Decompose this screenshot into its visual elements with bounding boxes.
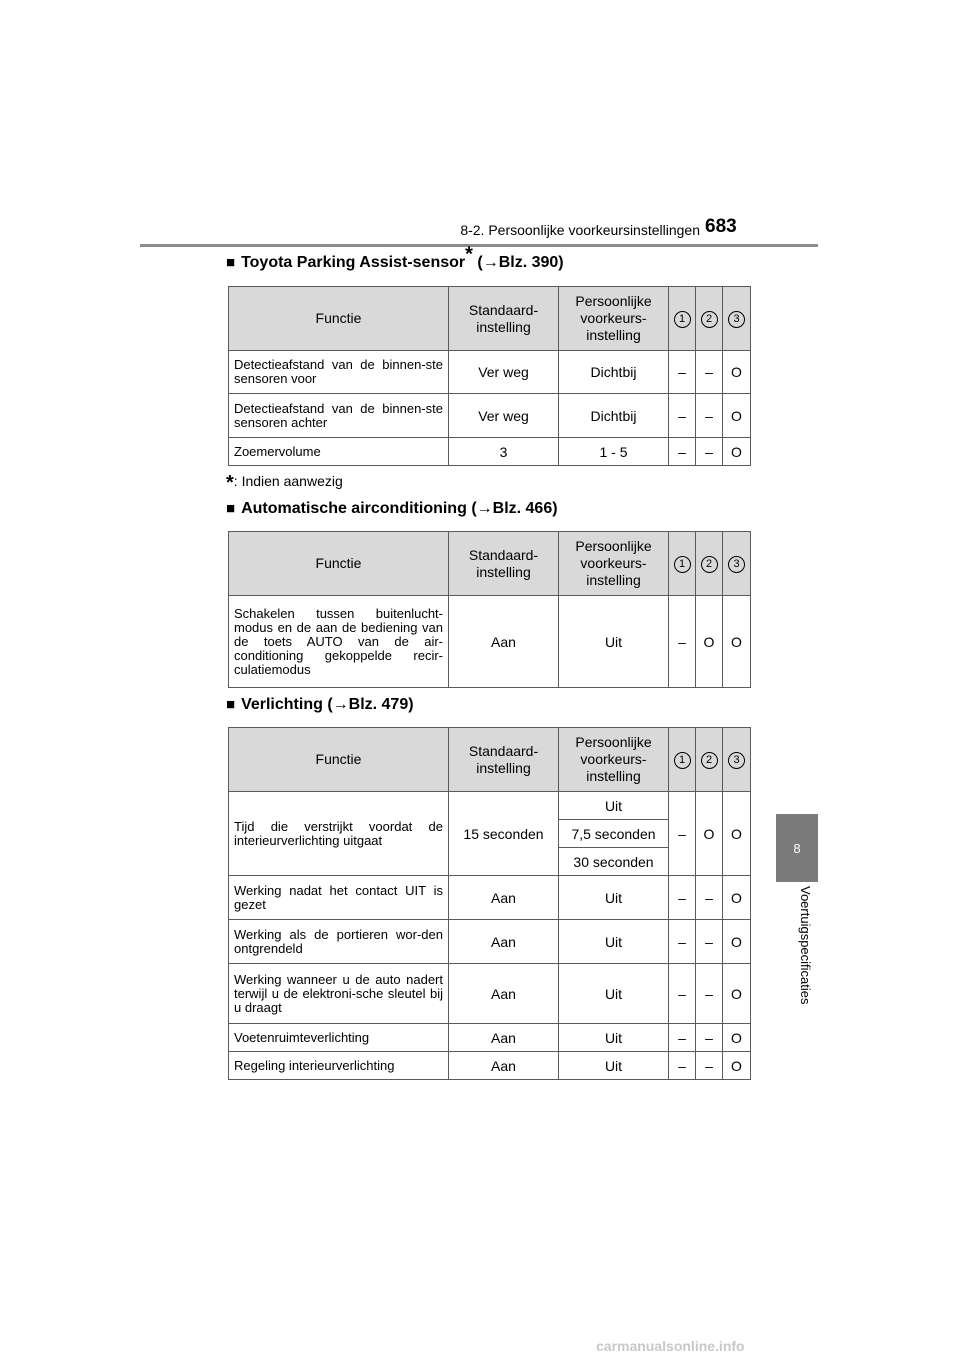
table-parking-assist bbox=[228, 286, 751, 466]
cell-std: Aan bbox=[449, 1052, 559, 1080]
cell-pers: Uit bbox=[559, 596, 669, 688]
cell-std: Aan bbox=[449, 596, 559, 688]
circled-2-icon: 2 bbox=[701, 752, 718, 769]
cell-c2: – bbox=[696, 920, 723, 964]
cell-c3: O bbox=[723, 351, 751, 394]
col-2 bbox=[696, 728, 723, 792]
cell-c2: – bbox=[696, 351, 723, 394]
table-row bbox=[229, 920, 751, 964]
cell-pers: Uit bbox=[559, 920, 669, 964]
circled-3-icon: 3 bbox=[728, 311, 745, 328]
cell-std: Aan bbox=[449, 876, 559, 920]
footnote bbox=[226, 472, 343, 495]
square-bullet-icon: ■ bbox=[226, 254, 236, 271]
cell-c3: O bbox=[723, 964, 751, 1024]
cell-c2: – bbox=[696, 1024, 723, 1052]
cell-pers: 1 - 5 bbox=[559, 438, 669, 466]
col-1 bbox=[669, 287, 696, 351]
cell-pers: Uit bbox=[559, 1052, 669, 1080]
col-3 bbox=[723, 532, 751, 596]
cell-std: Aan bbox=[449, 920, 559, 964]
cell-pers: Uit bbox=[559, 876, 669, 920]
col-1 bbox=[669, 728, 696, 792]
circled-1-icon: 1 bbox=[674, 752, 691, 769]
section-ref: (→Blz. 390) bbox=[477, 254, 564, 271]
header-divider bbox=[140, 244, 818, 247]
section-title: Automatische airconditioning bbox=[241, 500, 467, 517]
table-row bbox=[229, 596, 751, 688]
asterisk-marker: * bbox=[226, 472, 234, 494]
circled-3-icon: 3 bbox=[728, 752, 745, 769]
cell-c1: – bbox=[669, 920, 696, 964]
cell-c1: – bbox=[669, 1052, 696, 1080]
cell-c2: – bbox=[696, 438, 723, 466]
chapter-tab bbox=[776, 814, 818, 882]
section-title: Toyota Parking Assist-sensor bbox=[241, 254, 466, 271]
table-row bbox=[229, 964, 751, 1024]
cell-pers: Dichtbij bbox=[559, 351, 669, 394]
col-functie: Functie bbox=[229, 728, 449, 792]
col-persoonlijk: Persoonlijke voorkeurs-instelling bbox=[559, 287, 669, 351]
section-heading-parking-assist bbox=[226, 243, 564, 272]
chapter-label: Voertuigspecificaties bbox=[798, 886, 813, 1005]
circled-1-icon: 1 bbox=[674, 311, 691, 328]
cell-func: Werking nadat het contact UIT is gezet bbox=[229, 876, 449, 920]
col-1 bbox=[669, 532, 696, 596]
square-bullet-icon: ■ bbox=[226, 696, 236, 713]
table-header-row bbox=[229, 287, 751, 351]
cell-pers-option: 30 seconden bbox=[559, 848, 669, 876]
cell-pers: Uit bbox=[559, 964, 669, 1024]
col-2 bbox=[696, 287, 723, 351]
table-row bbox=[229, 792, 751, 820]
col-functie: Functie bbox=[229, 532, 449, 596]
section-heading-airco bbox=[226, 500, 558, 518]
cell-std: 15 seconden bbox=[449, 792, 559, 876]
section-ref: (→Blz. 466) bbox=[471, 500, 558, 517]
running-header: 8-2. Persoonlijke voorkeursinstellingen bbox=[460, 222, 700, 238]
col-standaard: Standaard-instelling bbox=[449, 532, 559, 596]
table-verlichting bbox=[228, 727, 751, 1080]
cell-c2: – bbox=[696, 1052, 723, 1080]
cell-func: Voetenruimteverlichting bbox=[229, 1024, 449, 1052]
table-row bbox=[229, 394, 751, 438]
cell-func: Detectieafstand van de binnen-ste sensoren voor bbox=[229, 351, 449, 394]
cell-pers: Uit bbox=[559, 1024, 669, 1052]
cell-c3: O bbox=[723, 920, 751, 964]
col-3 bbox=[723, 728, 751, 792]
cell-func: Tijd die verstrijkt voordat de interieurverlichting uitgaat bbox=[229, 792, 449, 876]
cell-std: Ver weg bbox=[449, 351, 559, 394]
circled-2-icon: 2 bbox=[701, 556, 718, 573]
cell-pers-option: Uit bbox=[559, 792, 669, 820]
cell-c3: O bbox=[723, 438, 751, 466]
col-functie: Functie bbox=[229, 287, 449, 351]
table-header-row bbox=[229, 532, 751, 596]
cell-c3: O bbox=[723, 596, 751, 688]
cell-c2: – bbox=[696, 394, 723, 438]
cell-func: Werking als de portieren wor-den ontgrendeld bbox=[229, 920, 449, 964]
cell-c2: O bbox=[696, 596, 723, 688]
col-2 bbox=[696, 532, 723, 596]
watermark: carmanualsonline.info bbox=[596, 1338, 745, 1354]
cell-std: Aan bbox=[449, 964, 559, 1024]
col-3 bbox=[723, 287, 751, 351]
circled-3-icon: 3 bbox=[728, 556, 745, 573]
cell-std: Ver weg bbox=[449, 394, 559, 438]
asterisk-marker: * bbox=[465, 243, 473, 266]
col-standaard: Standaard-instelling bbox=[449, 728, 559, 792]
cell-pers-option: 7,5 seconden bbox=[559, 820, 669, 848]
circled-1-icon: 1 bbox=[674, 556, 691, 573]
section-title: Verlichting bbox=[241, 696, 323, 713]
section-heading-verlichting bbox=[226, 696, 414, 714]
cell-std: 3 bbox=[449, 438, 559, 466]
table-row bbox=[229, 438, 751, 466]
table-airco bbox=[228, 531, 751, 688]
cell-c1: – bbox=[669, 394, 696, 438]
table-header-row bbox=[229, 728, 751, 792]
page-number: 683 bbox=[705, 216, 737, 237]
cell-func: Detectieafstand van de binnen-ste sensoren achter bbox=[229, 394, 449, 438]
cell-c2: – bbox=[696, 964, 723, 1024]
cell-c1: – bbox=[669, 596, 696, 688]
cell-c1: – bbox=[669, 876, 696, 920]
cell-c3: O bbox=[723, 876, 751, 920]
footnote-text: : Indien aanwezig bbox=[233, 473, 343, 489]
cell-c3: O bbox=[723, 1024, 751, 1052]
table-row bbox=[229, 351, 751, 394]
cell-c3: O bbox=[723, 792, 751, 876]
cell-func: Werking wanneer u de auto nadert terwijl u de elektroni-sche sleutel bij u draagt bbox=[229, 964, 449, 1024]
section-ref: (→Blz. 479) bbox=[327, 696, 414, 713]
table-row bbox=[229, 876, 751, 920]
cell-c1: – bbox=[669, 438, 696, 466]
chapter-number: 8 bbox=[793, 840, 801, 856]
cell-c3: O bbox=[723, 394, 751, 438]
cell-std: Aan bbox=[449, 1024, 559, 1052]
table-row bbox=[229, 1052, 751, 1080]
cell-c1: – bbox=[669, 792, 696, 876]
col-standaard: Standaard-instelling bbox=[449, 287, 559, 351]
cell-c2: O bbox=[696, 792, 723, 876]
cell-c1: – bbox=[669, 1024, 696, 1052]
cell-c1: – bbox=[669, 351, 696, 394]
cell-func: Schakelen tussen buitenlucht-modus en de aan de bediening van de toets AUTO van de air-conditioning gekoppelde recir-culatiemodus bbox=[229, 596, 449, 688]
col-persoonlijk: Persoonlijke voorkeurs-instelling bbox=[559, 532, 669, 596]
cell-func: Regeling interieurverlichting bbox=[229, 1052, 449, 1080]
circled-2-icon: 2 bbox=[701, 311, 718, 328]
cell-c2: – bbox=[696, 876, 723, 920]
cell-c3: O bbox=[723, 1052, 751, 1080]
cell-pers: Dichtbij bbox=[559, 394, 669, 438]
col-persoonlijk: Persoonlijke voorkeurs-instelling bbox=[559, 728, 669, 792]
table-row bbox=[229, 1024, 751, 1052]
cell-func: Zoemervolume bbox=[229, 438, 449, 466]
cell-c1: – bbox=[669, 964, 696, 1024]
square-bullet-icon: ■ bbox=[226, 500, 236, 517]
